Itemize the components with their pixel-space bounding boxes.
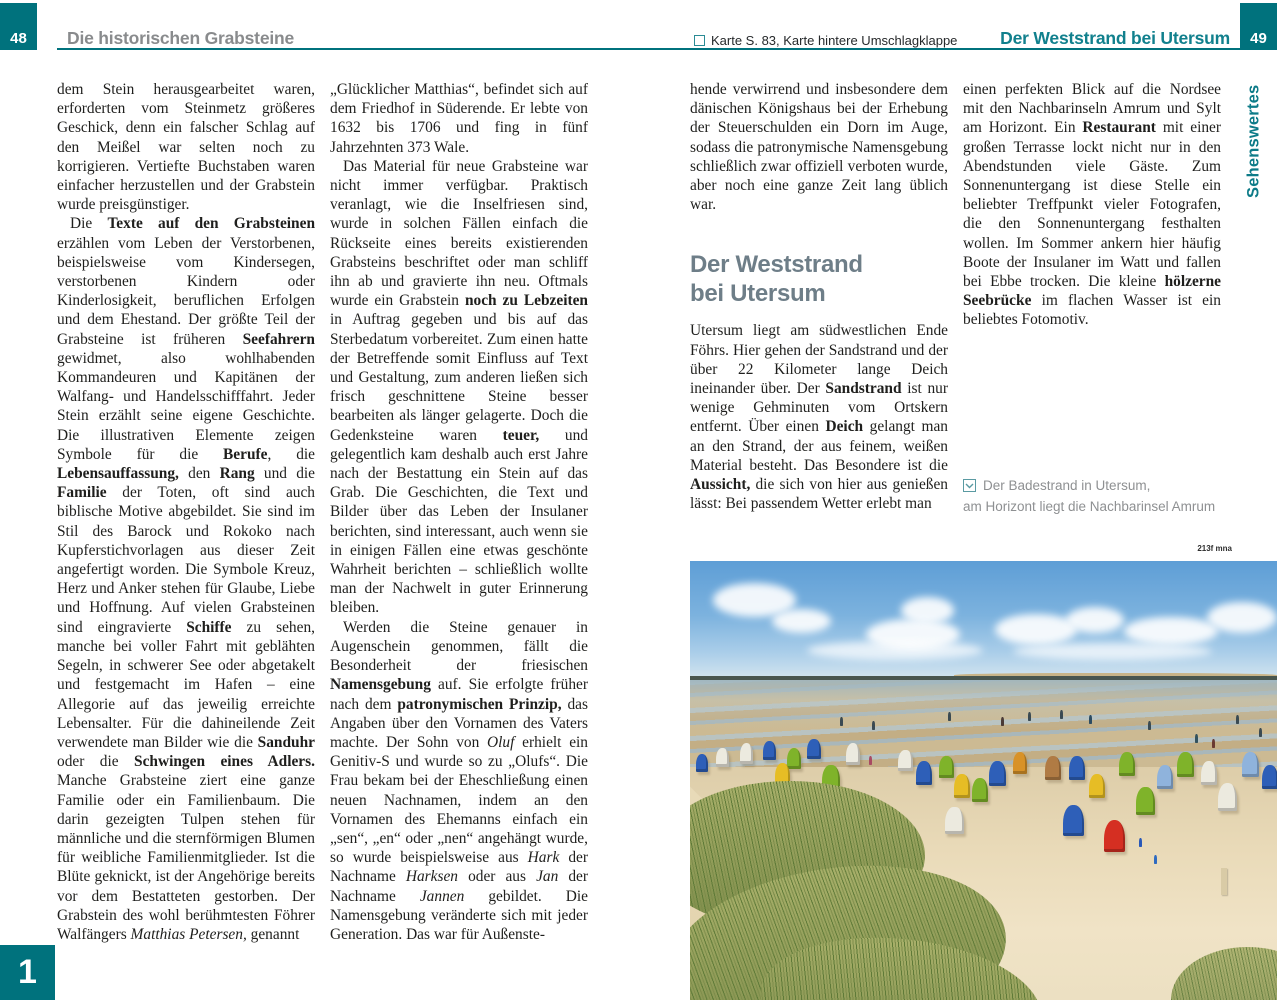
map-checkbox-icon <box>694 35 705 46</box>
person-figure <box>1195 734 1198 743</box>
person-figure <box>1060 710 1063 719</box>
header-rule <box>57 48 1240 50</box>
text-column-1: dem Stein herausgearbeitet waren, erforderten vom Steinmetz größeres Geschick, denn ein falscher Schlag auf den Meißel war selten noch zu korrigieren. Vertiefte Buchstaben waren einfacher herzustellen und der Grabstein wurde preisgünstiger. Die Texte auf den Grabsteinen erzählen vom Leben der Verstorbenen, beispielsweise vom Kindersegen, verstorbenen Kindern oder Kinderlosigkeit, beruflichen Erfolgen und dem Ehestand. Der größte Teil der Grabsteine ist früheren Seefahrern gewidmet, also wohlhabenden Kommandeuren und Kapitänen der Walfang- und Handelsschifffahrt. Jeder Stein erzählt seine eigene Geschichte. Die illustrativen Elemente zeigen Symbole für die Berufe, die Lebensauffassung, den Rang und die Familie der Toten, oft sind auch biblische Motive abgebildet. Sie sind im Stil des Barock und Rokoko nach Kupferstichvorlagen aus dieser Zeit angefertigt worden. Die Symbole Kreuz, Herz und Anker stehen für Glaube, Liebe und Hoffnung. Auf vielen Grabsteinen sind eingravierte Schiffe zu sehen, manche bei voller Fahrt mit geblähten Segeln, in schwerer See oder abgetakelt und festgemacht im Hafen – eine Allegorie auf das jeweilig erreichte Lebensalter. Für die dahineilende Zeit verwendete man Bilder wie die Sanduhr oder die Schwingen eines Adlers. Manche Grabsteine ziert eine ganze Familie oder ein Familienbaum. Die darin gezeigten Tulpen stehen für männliche und die sternförmigen Blumen für weibliche Familienmitglieder. Ist die Blüte geknickt, ist der Angehörige bereits vor dem Bestatteten gestorben. Der Grabstein des wohl berühmtesten Föhrer Walfängers Matthias Petersen, genannt <box>57 81 316 943</box>
beach-chair <box>846 743 860 765</box>
beach-chair <box>1045 756 1061 780</box>
beach-chair <box>945 807 963 835</box>
section-side-tab: Sehenswertes <box>1244 85 1263 199</box>
person-figure <box>1236 715 1239 724</box>
beach-chair <box>972 778 988 802</box>
beach-chair <box>1119 752 1135 776</box>
beach-chair <box>954 774 970 798</box>
person-figure <box>1028 712 1031 721</box>
beach-chair <box>740 743 754 763</box>
running-head-right: Der Weststrand bei Utersum <box>1000 28 1230 48</box>
beach-chair <box>1262 765 1277 789</box>
map-reference <box>694 33 957 48</box>
text-column-2: „Glücklicher Matthias“, befindet sich auf dem Friedhof in Süderende. Er lebte von 1632 bis 1706 und fing in fünf Jahrzehnten 373 Wale. Das Material für neue Grabsteine war nicht immer verfügbar. Praktisch veranlagt, wie die Inselfriesen sind, wurde in solchen Fällen einfach die Rückseite eines bereits existierenden Grabsteins beschriftet oder man schliff ihn ab und gravierte ihn neu. Oftmals wurde ein Grabstein noch zu Lebzeiten in Auftrag gegeben und bis auf das Sterbedatum vorbereitet. Zum einen hatte der Betreffende somit Einfluss auf Text und Gestaltung, zum anderen ließen sich frisch geschnittene Steine besser bearbeiten als länger gelagerte. Doch die Gedenksteine waren teuer, und gelegentlich kam deshalb auch erst Jahre nach der Bestattung ein Stein auf das Grab. Die Geschichten, die Text und Bilder über das Leben der Insulaner berichten, sind interessant, auch wenn sie in einigen Fällen eine etwas geschönte Wahrheit berichten – schließlich wollte man der Nachwelt in guter Erinnerung bleiben. Werden die Steine genauer in Augenschein genommen, fällt die Besonderheit der friesischen Namensgebung auf. Sie erfolgte früher nach dem patronymischen Prinzip, das Angaben über den Vornamen des Vaters machte. Der Sohn von Oluf erhielt ein Genitiv-S und wurde so zu „Olufs“. Die Frau bekam bei der Eheschließung einen neuen Nachnamen, indem an den Vornamen des Ehemanns einfach ein „sen“, „en“ oder „nen“ angehängt wurde, so wurde beispielsweise aus Hark der Nachname Harksen oder aus Jan der Nachname Jannen gebildet. Die Namensgebung veränderte sich mit jeder Generation. Das war für Außenste- <box>330 81 589 943</box>
beach-chair <box>696 754 708 772</box>
beach-chair <box>1069 756 1085 780</box>
photo-caption <box>963 475 1238 517</box>
map-reference-label: Karte S. 83, Karte hintere Umschlagklappe <box>711 33 958 48</box>
beach-chair <box>787 748 801 770</box>
caption-line-1: Der Badestrand in Utersum, <box>983 478 1151 493</box>
beach-chair <box>916 761 932 785</box>
beach-chair <box>1157 765 1173 789</box>
beach-chair <box>1177 752 1194 777</box>
wooden-post <box>1221 868 1227 894</box>
caption-line-2: am Horizont liegt die Nachbarinsel Amrum <box>963 499 1216 514</box>
person-figure <box>1001 717 1004 726</box>
person-figure <box>948 712 951 721</box>
beach-chair <box>898 750 912 772</box>
beach-chair <box>1201 761 1217 785</box>
photo-sky <box>690 561 1277 682</box>
beach-photo <box>690 561 1277 1000</box>
beach-chair <box>1242 752 1259 777</box>
beach-chair <box>1089 774 1105 798</box>
text-column-3: hende verwirrend und insbesondere dem dänischen Königshaus bei der Erhebung der Steuerschulden ein Dorn im Auge, sodass die patronymische Namensgebung schließlich zwar offiziell verboten wurde, aber noch eine ganze Zeit lang üblich war. Der Weststrand bei Utersum Utersum liegt am südwestlichen Ende Föhrs. Hier gehen der Sandstrand und der über 22 Kilometer lange Deich ineinander über. Der Sandstrand ist nur wenige Gehminuten vom Ortskern entfernt. Über einen Deich gelangt man an den Strand, der aus feinem, weißen Material besteht. Das Besondere ist die Aussicht, die sich von hier aus genießen lässt: Bei passendem Wetter erlebt man <box>690 81 948 513</box>
section-heading: Der Weststrand bei Utersum <box>690 251 863 308</box>
beach-chair <box>989 761 1006 786</box>
beach-chair <box>939 756 953 778</box>
beach-chair <box>1063 805 1084 836</box>
person-figure <box>1148 721 1151 730</box>
page-number-right: 49 <box>1240 3 1277 50</box>
person-figure <box>1154 855 1157 864</box>
person-figure <box>869 756 872 765</box>
text-column-4: einen perfekten Blick auf die Nordsee mit den Nachbarinseln Amrum und Sylt am Horizont. Ein Restaurant mit einer großen Terrasse lockt nicht nur in den Abendstunden viele Gäste. Zum Sonnenuntergang ist diese Stelle ein beliebter Treffpunkt vieler Fotografen, die den Sonnenuntergang festhalten wollen. Im Sommer ankern hier häufig Boote der Insulaner im Watt und fallen bei Ebbe trocken. Die kleine hölzerne Seebrücke im flachen Wasser ist ein beliebtes Fotomotiv. <box>963 81 1221 329</box>
photo-caption-chevron-icon <box>963 479 976 492</box>
beach-chair <box>1013 752 1027 774</box>
person-figure <box>1089 715 1092 724</box>
person-figure <box>840 717 843 726</box>
beach-chair <box>807 739 821 759</box>
beach-chair <box>716 748 729 767</box>
page-number-left: 48 <box>0 3 37 50</box>
beach-chair <box>1104 820 1126 852</box>
person-figure <box>872 721 875 730</box>
beach-chair <box>1136 787 1154 815</box>
beach-chair <box>763 741 776 760</box>
chapter-number-badge: 1 <box>0 945 55 1000</box>
person-figure <box>1139 838 1142 847</box>
photo-credit: 213f mna <box>1197 544 1232 553</box>
running-head-left: Die historischen Grabsteine <box>67 28 295 48</box>
